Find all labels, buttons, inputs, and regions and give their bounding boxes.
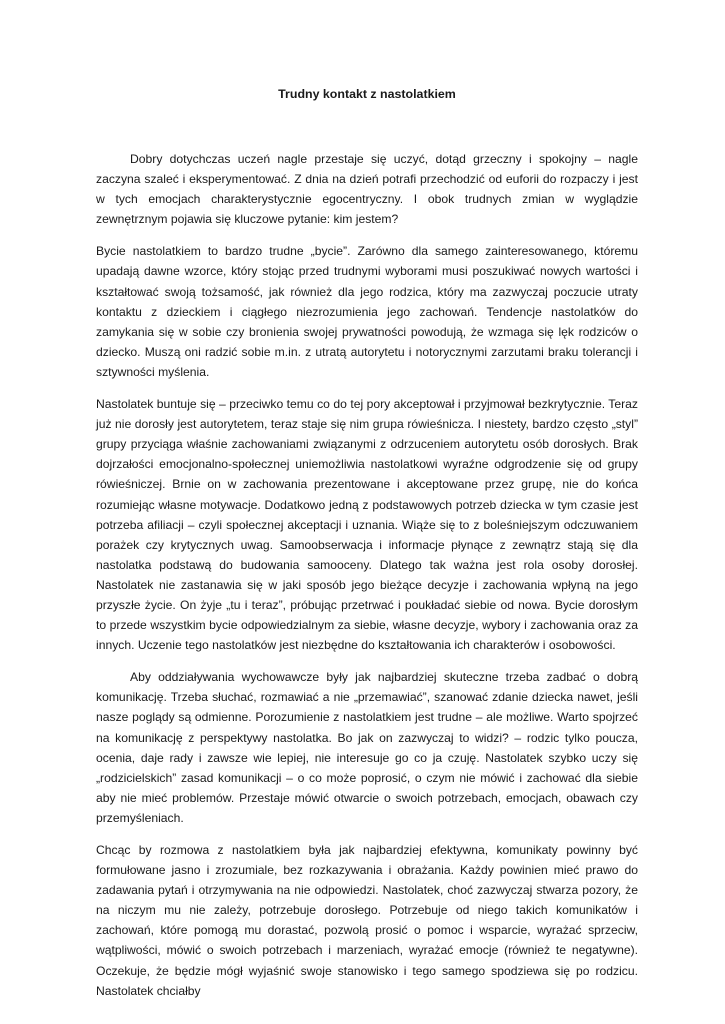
paragraph-effective-conversation: Chcąc by rozmowa z nastolatkiem była jak najbardziej efektywna, komunikaty powinny być formułowane jasno i zrozumiale, bez rozkazywania i obrażania. Każdy powinien mieć prawo do zadawania pytań i otrzymywania na nie odpowiedzi. Nastolatek, choć zazwyczaj stwarza pozory, że na niczym mu nie zależy, potrzebuje dorosłego. Potrzebuje od niego takich komunikatów i zachowań, które pomogą mu dorastać, pozwolą prosić o pomoc i wsparcie, wyrażać sprzeciw, wątpliwości, mówić o swoich potrzebach i marzeniach, wyrażać emocje (również te negatywne). Oczekuje, że będzie mógł wyjaśnić swoje stanowisko i tego samego spodziewa się po rodzicu. Nastolatek chciałby [96, 843, 638, 998]
document-title: Trudny kontakt z nastolatkiem [278, 87, 456, 101]
paragraph-communication: Aby oddziaływania wychowawcze były jak najbardziej skuteczne trzeba zadbać o dobrą komunikację. Trzeba słuchać, rozmawiać a nie „przemawiać”, szanować zdanie dziecka nawet, jeśli nasze poglądy są odmienne. Porozumienie z nastolatkiem jest trudne – ale możliwe. Warto spojrzeć na komunikację z perspektywy nastolatka. Bo jak on zazwyczaj to widzi? – rodzic tylko poucza, ocenia, daje rady i zawsze wie lepiej, nie interesuje go co ja czuję. Nastolatek szybko uczy się „rodzicielskich” zasad komunikacji – o co może poprosić, o czym nie mówić i zachować dla siebie aby nie mieć problemów. Przestaje mówić otwarcie o swoich potrzebach, emocjach, obawach czy przemyśleniach. [96, 670, 638, 825]
paragraph-rebellion: Nastolatek buntuje się – przeciwko temu co do tej pory akceptował i przyjmował bezkrytycznie. Teraz już nie dorosły jest autorytetem, teraz staje się nim grupa rówieśnicza. I niestety, bardzo często „styl” grupy przyciąga właśnie zachowaniami związanymi z odrzuceniem autorytetu osób dorosłych. Brak dojrzałości emocjonalno-społecznej uniemożliwia nastolatkowi wyraźne odgrodzenie się od grupy rówieśniczej. Brnie on w zachowania prezentowane i akceptowane przez grupę, nie do końca rozumiejąc własne motywacje. Dodatkowo jedną z podstawowych potrzeb dziecka w tym czasie jest potrzeba afiliacji – czyli społecznej akceptacji i uznania. Wiąże się to z boleśniejszym odczuwaniem porażek czy krytycznych uwag. Samoobserwacja i informacje płynące z zewnątrz stają się dla nastolatka podstawą do budowania samooceny. Dlatego tak ważna jest rola osoby dorosłej. Nastolatek nie zastanawia się w jaki sposób jego bieżące decyzje i zachowania wpłyną na jego przyszłe życie. On żyje „tu i teraz”, próbując przetrwać i poukładać siebie od nowa. Bycie dorosłym to przede wszystkim bycie odpowiedzialnym za siebie, własne decyzje, wybory i zachowania oraz za innych. Uczenie tego nastolatków jest niezbędne do kształtowania ich charakterów i osobowości. [96, 397, 638, 653]
document-page [96, 86, 638, 1013]
paragraph-intro: Dobry dotychczas uczeń nagle przestaje się uczyć, dotąd grzeczny i spokojny – nagle zaczyna szaleć i eksperymentować. Z dnia na dzień potrafi przechodzić od euforii do rozpaczy i jest w tych emocjach charakterystycznie egocentryczny. I obok trudnych zmian w wyglądzie zewnętrznym pojawia się kluczowe pytanie: kim jestem? [96, 152, 638, 227]
paragraph-being-teenager: Bycie nastolatkiem to bardzo trudne „bycie”. Zarówno dla samego zainteresowanego, któremu upadają dawne wzorce, który stojąc przed trudnymi wyborami musi poszukiwać nowych wartości i kształtować swoją tożsamość, jak również dla jego rodzica, który ma zazwyczaj poczucie utraty kontaktu z dzieckiem i ciągłego niezrozumienia jego zachowań. Tendencje nastolatków do zamykania się w sobie czy bronienia swojej prywatności powodują, że wzmaga się lęk rodziców o dziecko. Muszą oni radzić sobie m.in. z utratą autorytetu i notorycznymi zarzutami braku tolerancji i sztywności myślenia. [96, 244, 638, 379]
